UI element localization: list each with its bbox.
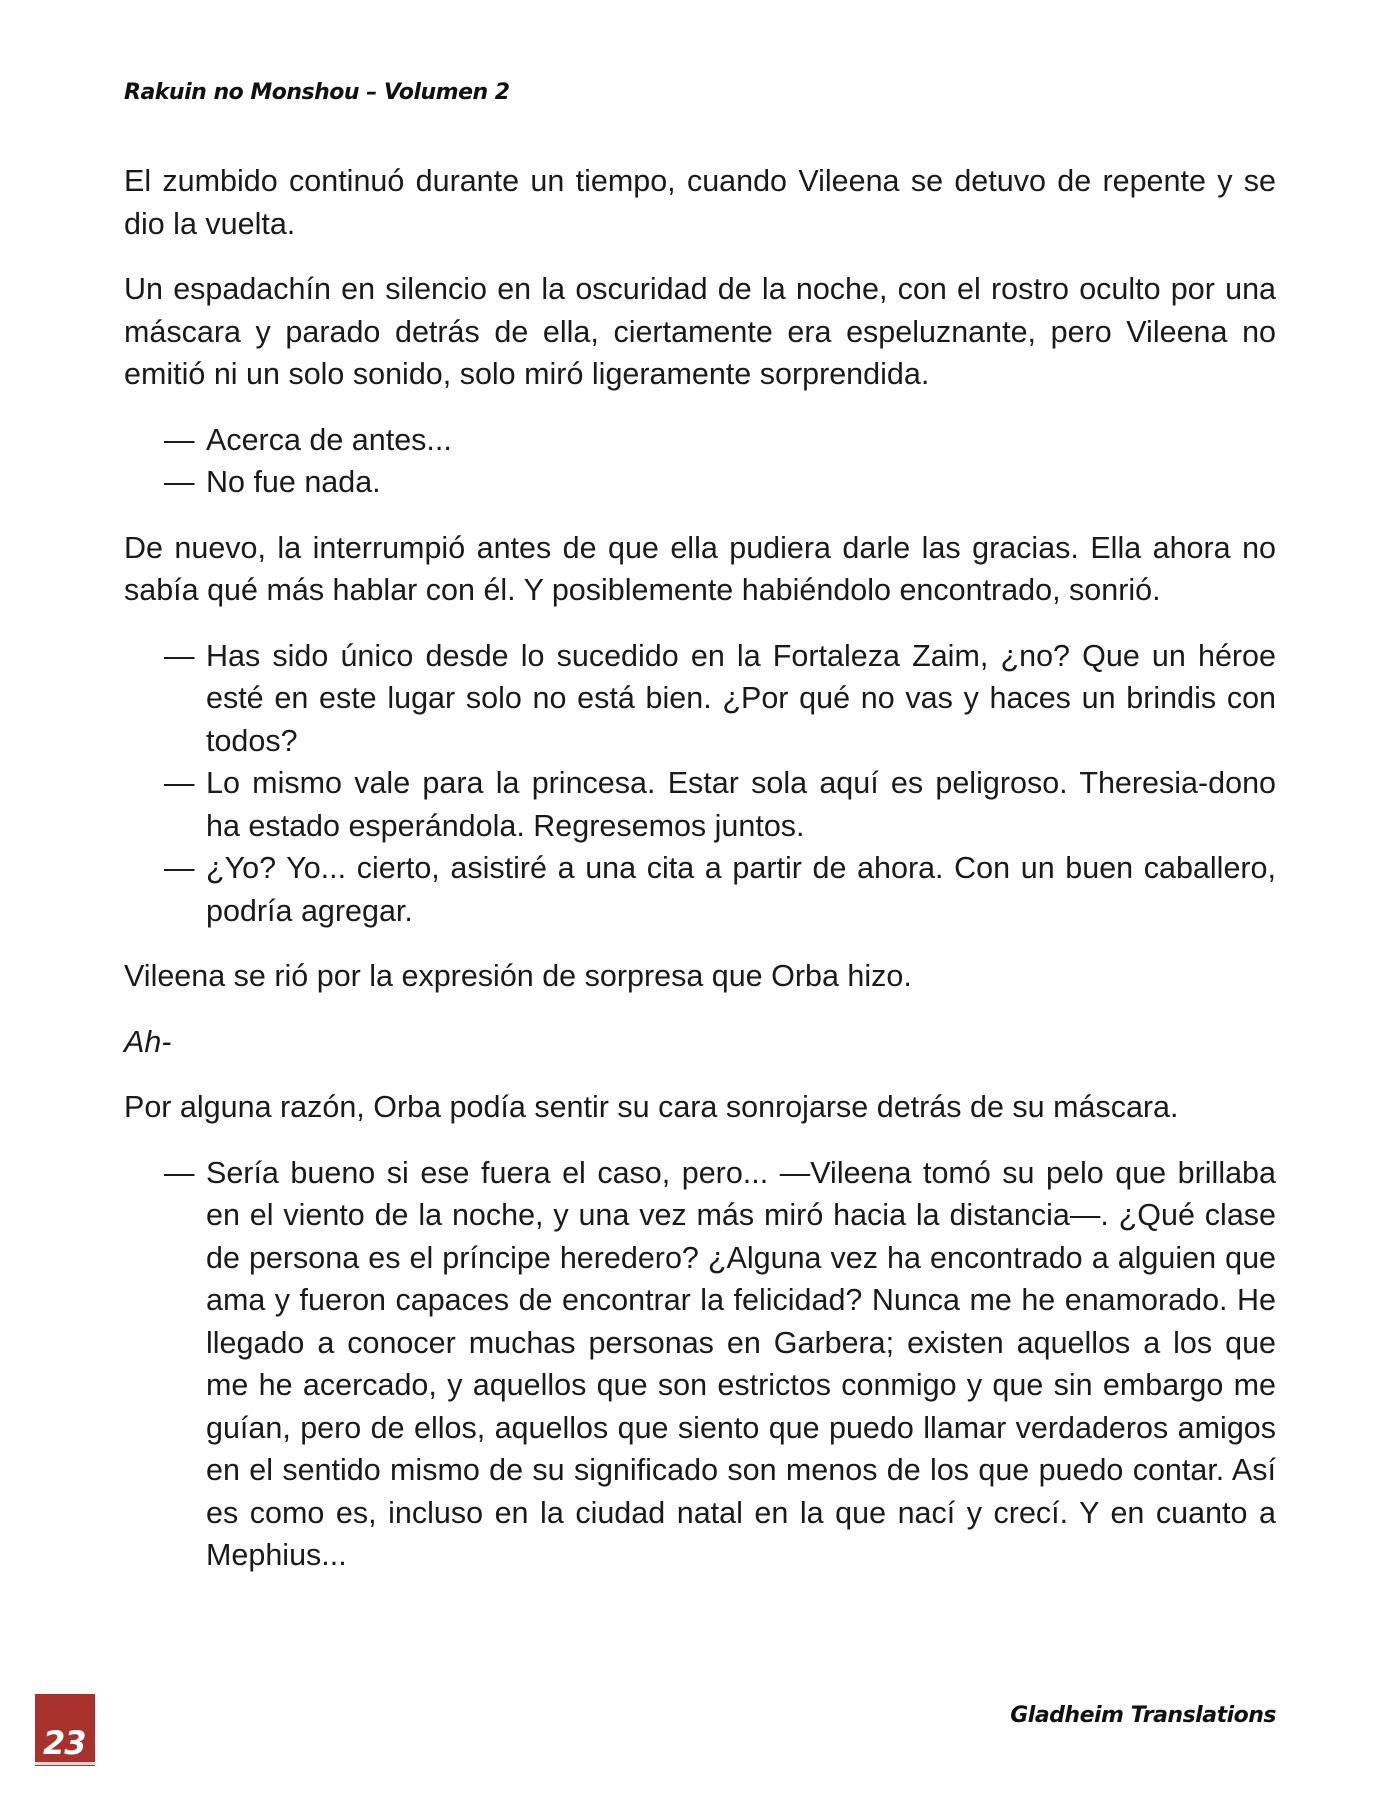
dialogue-text: Lo mismo vale para la princesa. Estar sola aquí es peligroso. Theresia-dono ha estado esperándola. Regresemos juntos. [206,766,1276,843]
paragraph-5-italic: Ah- [124,1024,172,1059]
dialogue-text: Has sido único desde lo sucedido en la Fortaleza Zaim, ¿no? Que un héroe esté en este lugar solo no está bien. ¿Por qué no vas y haces un brindis con todos? [206,638,1276,758]
page-number-underline [35,1762,95,1765]
page-number-badge [35,1694,95,1766]
em-dash: — [164,851,195,885]
dialogue-text: ¿Yo? Yo... cierto, asistiré a una cita a partir de ahora. Con un buen caballero, podría agregar. [206,851,1276,928]
page-body [124,160,1276,1600]
dialogue-line-1 [124,419,1276,462]
dialogue-text: Sería bueno si ese fuera el caso, pero... —Vileena tomó su pelo que brillaba en el viento de la noche, y una vez más miró hacia la distancia—. ¿Qué clase de persona es el príncipe heredero? ¿Alguna vez ha encontrado a alguien que ama y fueron capaces de encontrar la felicidad? Nunca me he enamorado. He llegado a conocer muchas personas en Garbera; existen aquellos a los que me he acercado, y aquellos que son estrictos conmigo y que sin embargo me guían, pero de ellos, aquellos que siento que puedo llamar verdaderos amigos en el sentido mismo de su significado son menos de los que puedo contar. Así es como es, incluso en la ciudad natal en la que nací y crecí. Y en cuanto a Mephius... [206,1155,1276,1572]
em-dash: — [164,638,195,673]
dialogue-block-3 [124,1152,1276,1577]
paragraph-4: Vileena se rió por la expresión de sorpresa que Orba hizo. [124,959,912,993]
em-dash: — [164,422,195,457]
em-dash: — [164,465,195,499]
paragraph-1: El zumbido continuó durante un tiempo, cuando Vileena se detuvo de repente y se dio la vuelta. [124,164,1276,241]
running-header-title: Rakuin no Monshou – Volumen 2 [124,80,510,105]
dialogue-line-5 [124,847,1276,932]
dialogue-text: Acerca de antes... [206,422,452,457]
footer-credit: Gladheim Translations [1010,1703,1276,1728]
page-number: 23 [43,1724,86,1762]
em-dash: — [164,1155,195,1190]
dialogue-line-2 [124,461,1276,504]
dialogue-block-1 [124,419,1276,504]
em-dash: — [164,766,195,800]
dialogue-line-6 [124,1152,1276,1577]
dialogue-line-3 [124,635,1276,763]
dialogue-text: No fue nada. [206,465,381,499]
paragraph-6: Por alguna razón, Orba podía sentir su cara sonrojarse detrás de su máscara. [124,1090,1179,1124]
paragraph-2: Un espadachín en silencio en la oscuridad de la noche, con el rostro oculto por una máscara y parado detrás de ella, ciertamente era espeluznante, pero Vileena no emitió ni un solo sonido, solo miró ligeramente sorprendida. [124,272,1276,391]
paragraph-3: De nuevo, la interrumpió antes de que ella pudiera darle las gracias. Ella ahora no sabía qué más hablar con él. Y posiblemente habiéndolo encontrado, sonrió. [124,530,1276,607]
dialogue-line-4 [124,762,1276,847]
dialogue-block-2 [124,635,1276,933]
